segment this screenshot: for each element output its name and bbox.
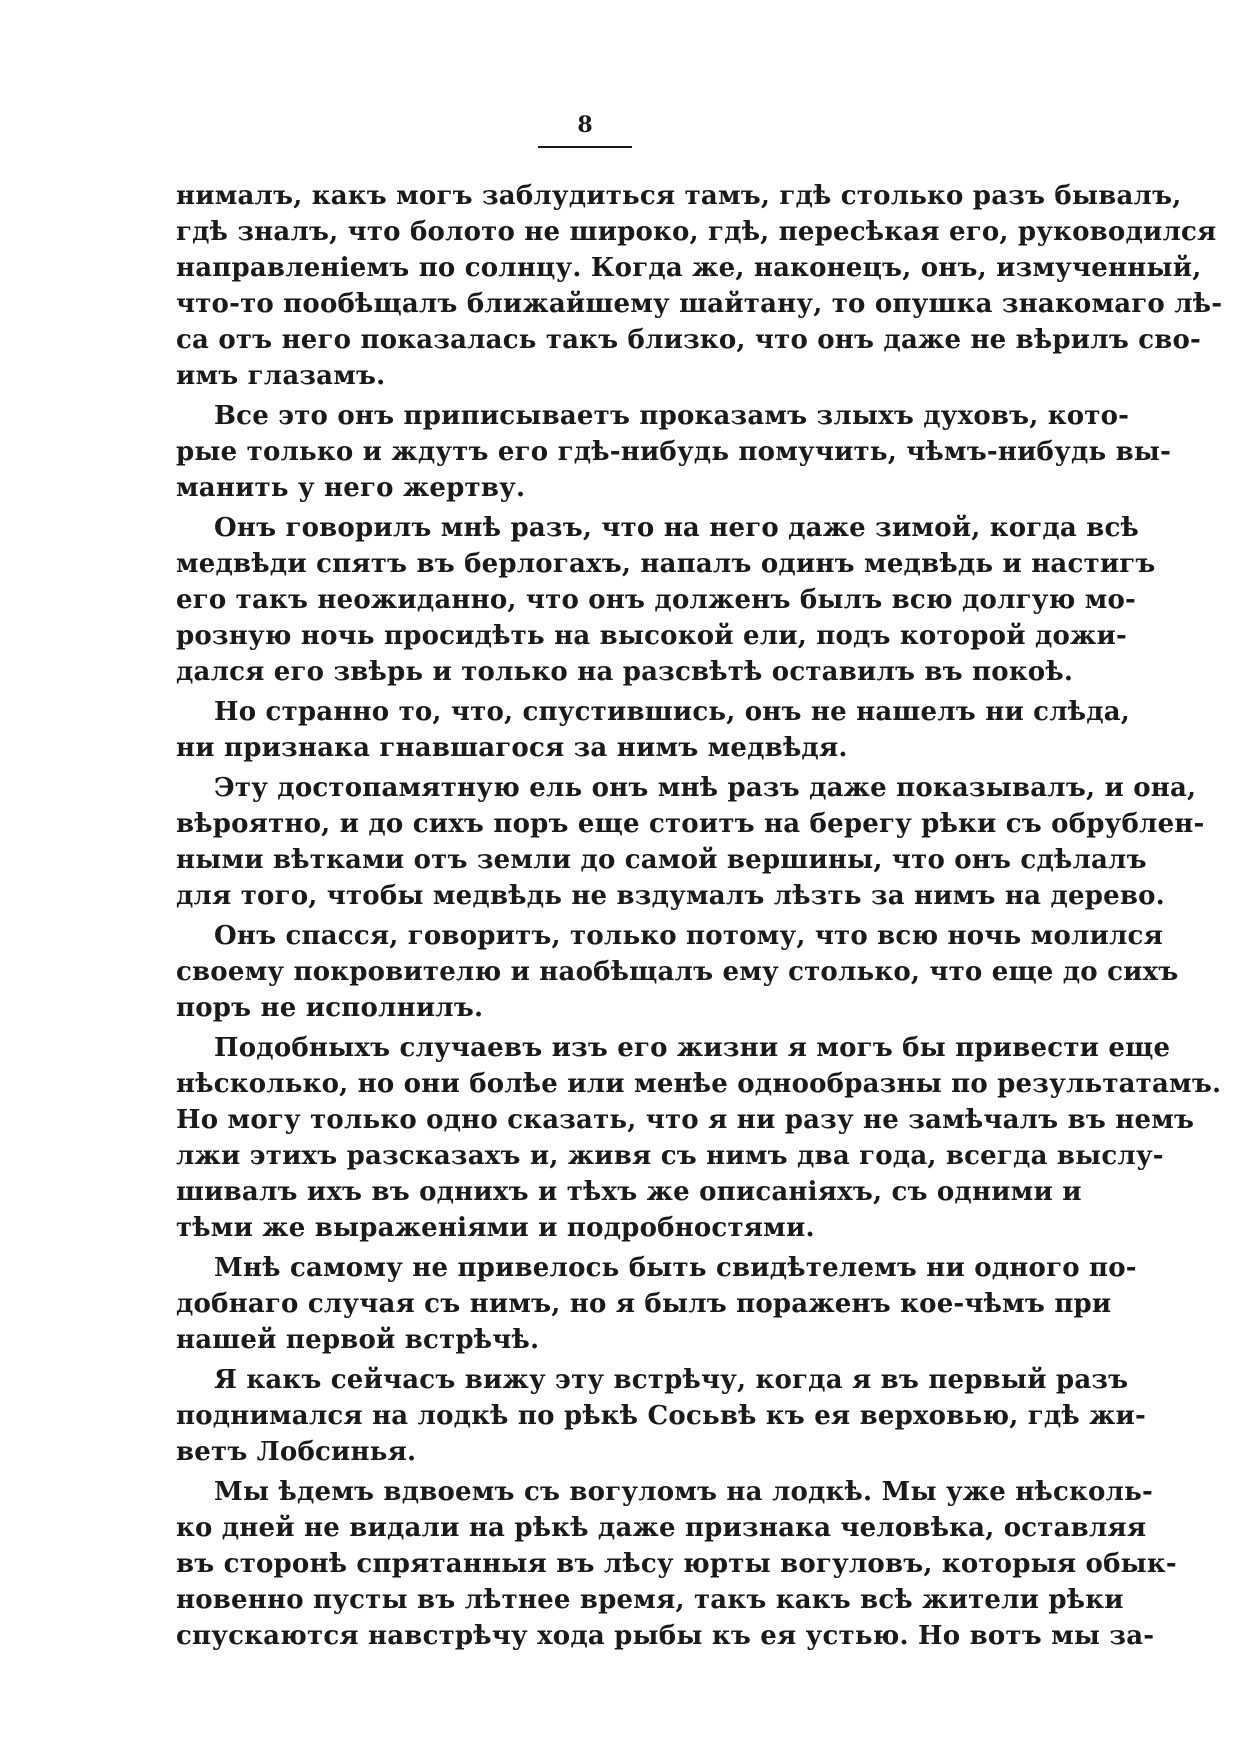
text-line: Я какъ сейчасъ вижу эту встрѣчу, когда я въ первый разъ [214,1365,1129,1395]
paragraph [176,1030,1222,1246]
text-line: манить у него жертву. [176,473,526,503]
text-line: ни признака гнавшагося за нимъ медвѣдя. [176,733,848,763]
text-line: гдѣ зналъ, что болото не широко, гдѣ, пересѣкая его, руководился [176,217,1217,247]
text-line: Подобныхъ случаевъ изъ его жизни я могъ бы привести еще [214,1033,1171,1063]
text-line: Мнѣ самому не привелось быть свидѣтелемъ ни одного по- [214,1253,1137,1283]
text-line: въ сторонѣ спрятанныя въ лѣсу юрты вогуловъ, которыя обык- [176,1549,1177,1579]
paragraph [176,770,1205,914]
paragraph [176,1362,1147,1470]
paragraph [176,1250,1137,1358]
text-line: тѣми же выраженіями и подробностями. [176,1213,815,1243]
text-line: своему покровителю и наобѣщалъ ему столько, что еще до сихъ [176,957,1179,987]
text-line: Но странно то, что, спустившись, онъ не нашелъ ни слѣда, [214,697,1131,727]
text-line: его такъ неожиданно, что онъ долженъ былъ всю долгую мо- [176,585,1137,615]
text-line: са отъ него показалась такъ близко, что онъ даже не вѣрилъ сво- [176,325,1202,355]
page-number-rule [538,146,632,148]
text-line: ко дней не видали на рѣкѣ даже признака человѣка, оставляя [176,1513,1147,1543]
text-line: лжи этихъ разсказахъ и, живя съ нимъ два года, всегда выслу- [176,1141,1164,1171]
paragraph [176,1474,1177,1654]
text-line: для того, чтобы медвѣдь не вздумалъ лѣзть за нимъ на дерево. [176,881,1165,911]
paragraph [176,918,1179,1026]
text-line: розную ночь просидѣть на высокой ели, подъ которой дожи- [176,621,1127,651]
text-line: ными вѣтками отъ земли до самой вершины, что онъ сдѣлалъ [176,845,1147,875]
text-line: Все это онъ приписываетъ проказамъ злыхъ духовъ, кото- [214,401,1130,431]
text-line: вѣроятно, и до сихъ поръ еще стоитъ на берегу рѣки съ обрублен- [176,809,1205,839]
text-line: ветъ Лобсинья. [176,1437,417,1467]
paragraph [176,178,1223,394]
text-line: нашей первой встрѣчѣ. [176,1325,540,1355]
text-line: поднимался на лодкѣ по рѣкѣ Сосьвѣ къ ея верховью, гдѣ жи- [176,1401,1147,1431]
text-line: направленіемъ по солнцу. Когда же, наконецъ, онъ, измученный, [176,253,1202,283]
text-line: Но могу только одно сказать, что я ни разу не замѣчалъ въ немъ [176,1105,1195,1135]
text-line: поръ не исполнилъ. [176,993,484,1023]
paragraph [176,694,1131,766]
text-line: новенно пусты въ лѣтнее время, такъ какъ всѣ жители рѣки [176,1585,1124,1615]
text-line: спускаются навстрѣчу хода рыбы къ ея устью. Но вотъ мы за- [176,1621,1155,1651]
text-line: нѣсколько, но они болѣе или менѣе однообразны по результатамъ. [176,1069,1222,1099]
text-line: нималъ, какъ могъ заблудиться тамъ, гдѣ столько разъ бывалъ, [176,181,1182,211]
text-line: медвѣди спятъ въ берлогахъ, напалъ одинъ медвѣдь и настигъ [176,549,1156,579]
text-line: дался его звѣрь и только на разсвѣтѣ оставилъ въ покоѣ. [176,657,1074,687]
text-line: рые только и ждутъ его гдѣ-нибудь помучить, чѣмъ-нибудь вы- [176,437,1172,467]
text-line: имъ глазамъ. [176,361,386,391]
text-line: Онъ спасся, говоритъ, только потому, что всю ночь молился [214,921,1163,951]
text-line: Онъ говорилъ мнѣ разъ, что на него даже зимой, когда всѣ [214,513,1139,543]
page-number: 8 [577,112,593,138]
text-line: шивалъ ихъ въ однихъ и тѣхъ же описаніяхъ, съ одними и [176,1177,1082,1207]
paragraph [176,510,1156,690]
body-text [176,178,1223,1658]
text-line: что-то пообѣщалъ ближайшему шайтану, то опушка знакомаго лѣ- [176,289,1223,319]
paragraph [176,398,1172,506]
text-line: добнаго случая съ нимъ, но я былъ пораженъ кое-чѣмъ при [176,1289,1112,1319]
text-line: Эту достопамятную ель онъ мнѣ разъ даже показывалъ, и она, [214,773,1197,803]
text-line: Мы ѣдемъ вдвоемъ съ вогуломъ на лодкѣ. Мы уже нѣсколь- [214,1477,1153,1507]
